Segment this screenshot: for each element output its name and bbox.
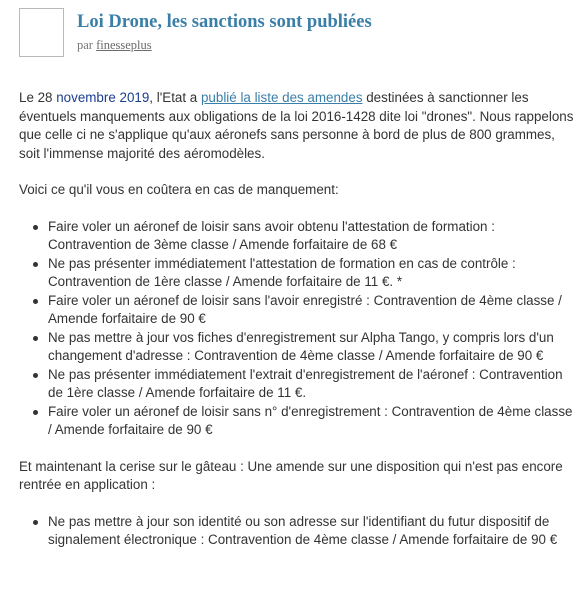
amendes-list-link[interactable]: publié la liste des amendes: [200, 90, 363, 105]
intro-suffix: destinées à sanctionner les éventuels manquements aux obligations de la loi 2016-1428 dite loi "drones". Nous rappelons que celle ci ne s'applique qu'aux aéronefs sans personne à bord de plus de 800 grammes, soit l'immense majorité des aéromodèles.: [19, 90, 574, 161]
list-item: [48, 366, 579, 403]
bullet-icon: [33, 410, 38, 415]
list-item: [48, 329, 579, 366]
list-item: [48, 218, 579, 255]
date-link[interactable]: novembre 2019: [56, 90, 150, 105]
intro-mid: , l'Etat a: [149, 90, 201, 105]
list-item-text: Faire voler un aéronef de loisir sans n° d'enregistrement : Contravention de 4ème classe / Amende forfaitaire de 90 €: [48, 403, 573, 437]
lead-paragraph: Voici ce qu'il vous en coûtera en cas de manquement:: [19, 182, 339, 197]
list-item-text: Ne pas mettre à jour son identité ou son adresse sur l'identifiant du futur dispositif de signalement électronique : Contravention de 4ème classe / Amende forfaitaire de 90 €: [48, 513, 558, 547]
post-title[interactable]: Loi Drone, les sanctions sont publiées: [77, 12, 372, 32]
future-sanctions-list: [19, 513, 579, 550]
bullet-icon: [33, 299, 38, 304]
list-item-text: Ne pas présenter immédiatement l'attestation de formation en cas de contrôle : Contravention de 1ère classe / Amende forfaitaire de 11 €. *: [48, 255, 516, 289]
author-link[interactable]: finesseplus: [96, 38, 152, 52]
list-item-text: Faire voler un aéronef de loisir sans avoir obtenu l'attestation de formation : Contravention de 3ème classe / Amende forfaitaire de 68 €: [48, 218, 495, 252]
list-item: [48, 292, 579, 329]
list-item: [48, 255, 579, 292]
author-avatar[interactable]: [19, 8, 64, 57]
bullet-icon: [33, 520, 38, 525]
list-item-text: Faire voler un aéronef de loisir sans l'avoir enregistré : Contravention de 4ème classe / Amende forfaitaire de 90 €: [48, 292, 562, 326]
post-content: [19, 89, 579, 568]
byline: [77, 38, 152, 53]
list-item-text: Ne pas présenter immédiatement l'extrait d'enregistrement de l'aéronef : Contravention de 1ère classe / Amende forfaitaire de 11 €.: [48, 366, 563, 400]
sanctions-list: [19, 218, 579, 440]
bullet-icon: [33, 373, 38, 378]
bullet-icon: [33, 262, 38, 267]
bullet-icon: [33, 336, 38, 341]
byline-prefix: par: [77, 38, 93, 52]
intro-paragraph: [19, 89, 579, 163]
intro-prefix: Le 28: [19, 90, 57, 105]
closing-paragraph: Et maintenant la cerise sur le gâteau : Une amende sur une disposition qui n'est pas encore rentrée en application :: [19, 458, 563, 492]
list-item: [48, 513, 579, 550]
list-item-text: Ne pas mettre à jour vos fiches d'enregistrement sur Alpha Tango, y compris lors d'un changement d'adresse : Contravention de 4ème classe / Amende forfaitaire de 90 €: [48, 329, 554, 363]
bullet-icon: [33, 225, 38, 230]
list-item: [48, 403, 579, 440]
